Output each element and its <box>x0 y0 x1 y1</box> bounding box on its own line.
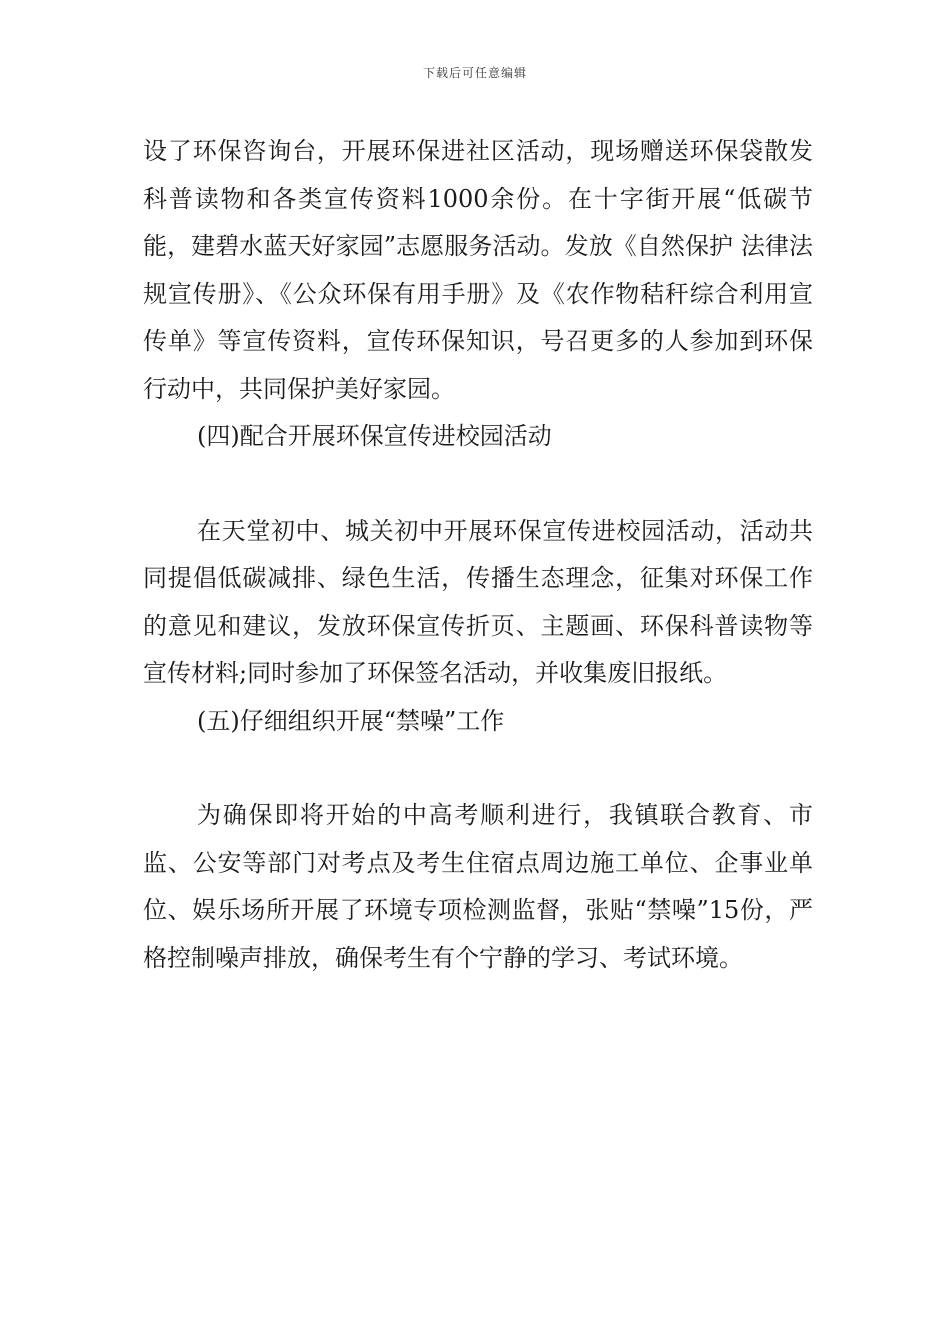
paragraph-campus-activity: 在天堂初中、城关初中开展环保宣传进校园活动，活动共同提倡低碳减排、绿色生活，传播生态理念，征集对环保工作的意见和建议，发放环保宣传折页、主题画、环保科普读物等宣传材料;同时参加了环保签名活动，并收集废旧报纸。 <box>143 516 813 687</box>
document-body <box>143 128 813 982</box>
paragraph-continued: 设了环保咨询台，开展环保进社区活动，现场赠送环保袋散发科普读物和各类宣传资料1000余份。在十字街开展“低碳节能，建碧水蓝天好家园”志愿服务活动。发放《自然保护 法律法规宣传册》、《公众环保有用手册》及《农作物秸秆综合利用宣传单》等宣传资料，宣传环保知识，号召更多的人参加到环保行动中，共同保护美好家园。 <box>143 137 813 403</box>
section-heading-4: (四)配合开展环保宣传进校园活动 <box>197 422 552 450</box>
page-header-note: 下载后可任意编辑 <box>422 66 527 80</box>
paragraph-noise-control: 为确保即将开始的中高考顺利进行，我镇联合教育、市监、公安等部门对考点及考生住宿点周边施工单位、企事业单位、娱乐场所开展了环境专项检测监督，张贴“禁噪”15份，严格控制噪声排放，确保考生有个宁静的学习、考试环境。 <box>143 801 813 972</box>
section-heading-5: (五)仔细组织开展“禁噪”工作 <box>197 706 505 735</box>
